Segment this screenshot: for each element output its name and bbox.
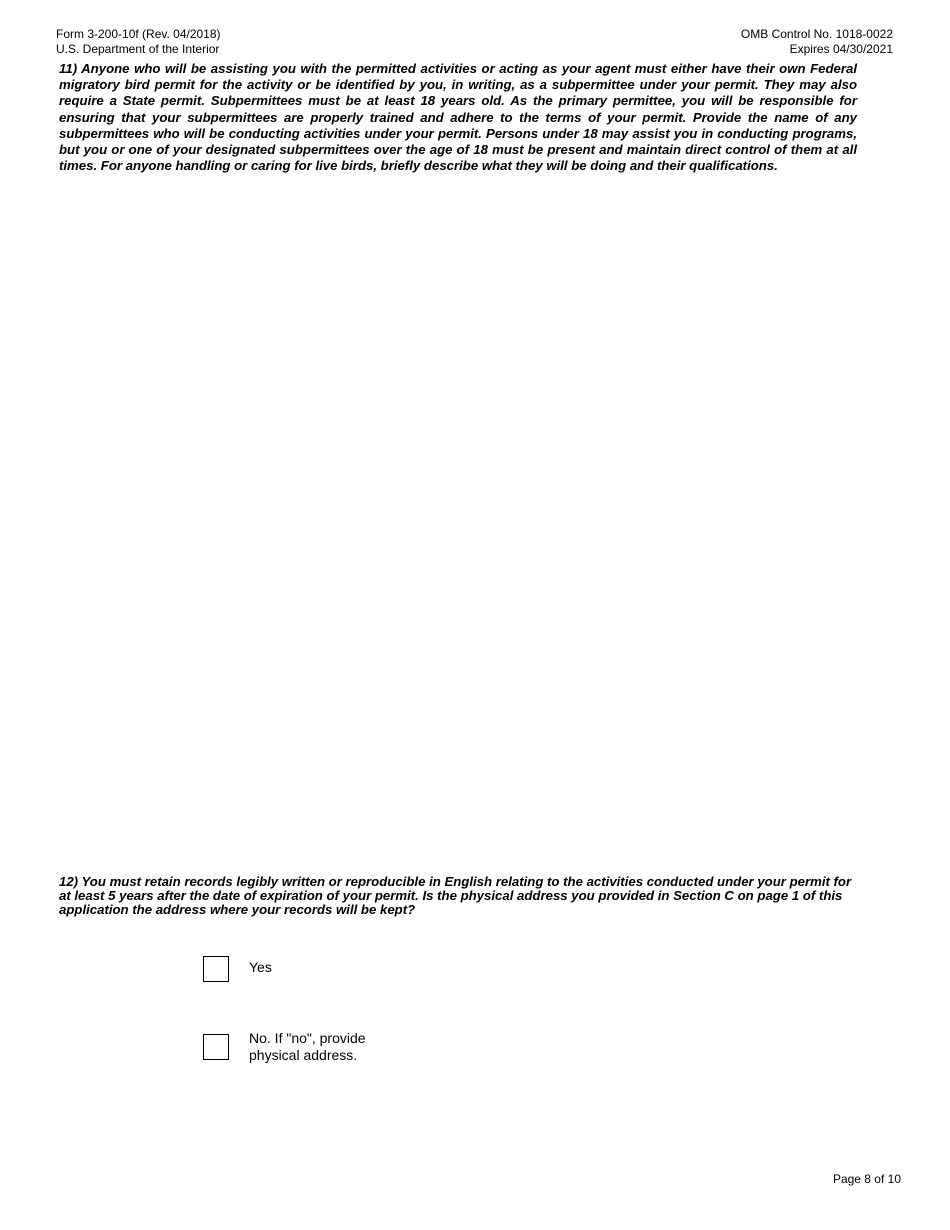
yes-checkbox[interactable] — [203, 956, 229, 982]
no-label: No. If "no", provide physical address. — [249, 1030, 366, 1063]
form-header-left — [56, 27, 221, 57]
department-name: U.S. Department of the Interior — [56, 42, 220, 56]
question-11-answer-field[interactable] — [59, 200, 857, 860]
omb-control-number: OMB Control No. 1018-0022 — [740, 27, 893, 41]
expiration-date: Expires 04/30/2021 — [789, 42, 893, 56]
page-number: Page 8 of 10 — [832, 1172, 901, 1186]
question-12-text: 12) You must retain records legibly written or reproducible in English relating to the activities conducted under your permit for at least 5 years after the date of expiration of your permit. Is the physical address you provided in Section C on page 1 of this application the address where your records will be kept? — [59, 874, 852, 917]
records-address-yes-option[interactable] — [203, 956, 389, 982]
form-number: Form 3-200-10f (Rev. 04/2018) — [56, 27, 221, 41]
question-11-text: 11) Anyone who will be assisting you with the permitted activities or acting as your agent must either have their own Federal migratory bird permit for the activity or be identified by you, in writing, as a subpermittee under your permit. They may also require a State permit. Subpermittees must be at least 18 years old. As the primary permittee, you will be responsible for ensuring that your subpermittees are properly trained and adhere to the terms of your permit. Provide the name of any subpermittees who will be conducting activities under your permit. Persons under 18 may assist you in conducting programs, but you or one of your designated subpermittees over the age of 18 must be present and maintain direct control of them at all times. For anyone handling or caring for live birds, briefly describe what they will be doing and their qualifications. — [59, 61, 857, 174]
records-address-no-option[interactable] — [203, 1030, 389, 1064]
form-header-right — [741, 27, 893, 57]
no-checkbox[interactable] — [203, 1034, 229, 1060]
yes-label: Yes — [249, 959, 272, 975]
